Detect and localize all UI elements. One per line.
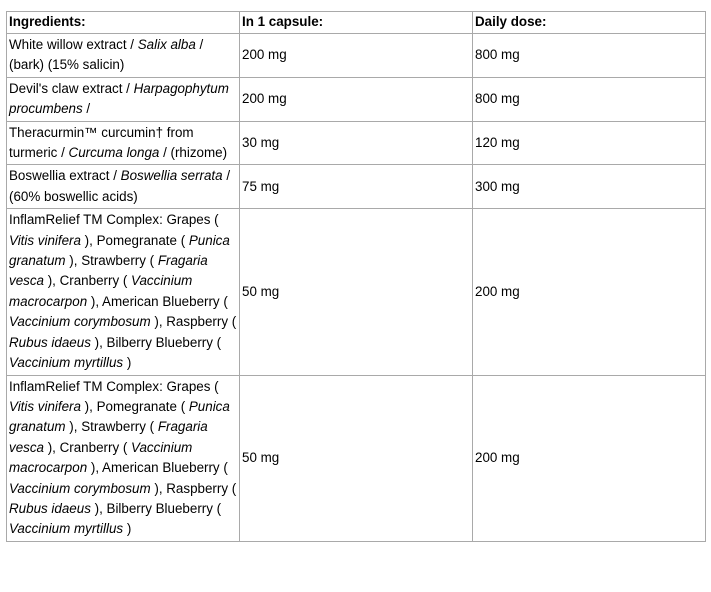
ingredient-text: / (60% boswellic acids) [9, 168, 231, 204]
ingredient-cell [7, 121, 240, 165]
ingredient-text: ), Pomegranate ( [80, 232, 189, 248]
ingredient-text: ), American Blueberry ( [87, 293, 228, 309]
ingredient-text: ), Strawberry ( [65, 419, 158, 435]
daily-cell: 120 mg [473, 121, 706, 165]
ingredient-text: ), Pomegranate ( [80, 398, 189, 414]
capsule-cell: 200 mg [240, 34, 473, 78]
ingredient-cell [7, 165, 240, 209]
daily-cell: 200 mg [473, 209, 706, 375]
ingredient-text: ), Cranberry ( [43, 273, 132, 289]
capsule-cell: 200 mg [240, 77, 473, 121]
table-row [7, 77, 706, 121]
ingredient-text: Devil's claw extract / [9, 80, 134, 96]
ingredients-table [6, 11, 706, 542]
ingredient-cell [7, 77, 240, 121]
ingredient-text: Theracurmin™ curcumin† from turmeric / [9, 124, 194, 161]
ingredient-latin: Harpagophytum procumbens [9, 80, 229, 117]
ingredient-latin: Punica granatum [9, 232, 230, 269]
ingredient-text: White willow extract / [9, 37, 138, 52]
ingredient-text: ), Bilberry Blueberry ( [90, 500, 222, 516]
ingredient-text: ), Raspberry ( [150, 314, 237, 330]
capsule-cell: 75 mg [240, 165, 473, 209]
ingredient-latin: Curcuma longa [68, 145, 160, 161]
ingredient-text: InflamRelief TM Complex: Grapes ( [9, 212, 219, 228]
ingredient-latin: Rubus idaeus [9, 334, 91, 350]
ingredient-latin: Punica granatum [9, 398, 230, 435]
ingredient-latin: Salix alba [137, 37, 196, 52]
ingredient-latin: Vaccinium corymbosum [9, 480, 151, 496]
ingredient-latin: Vaccinium corymbosum [9, 314, 151, 330]
ingredient-text: ), Strawberry ( [65, 253, 158, 269]
ingredient-text: / (bark) (15% salicin) [9, 37, 204, 73]
ingredient-cell [7, 209, 240, 375]
ingredient-text: ) [123, 355, 132, 371]
ingredient-cell [7, 34, 240, 78]
ingredient-text: ), American Blueberry ( [87, 460, 228, 476]
daily-cell: 300 mg [473, 165, 706, 209]
ingredient-latin: Vaccinium macrocarpon [9, 273, 193, 309]
ingredient-latin: Vitis vinifera [9, 398, 81, 414]
ingredient-text: ), Cranberry ( [43, 439, 132, 455]
table-row [7, 375, 706, 541]
ingredient-text: ), Raspberry ( [150, 480, 237, 496]
table-body [7, 34, 706, 542]
header-ingredients: Ingredients: [7, 12, 240, 34]
header-daily: Daily dose: [473, 12, 706, 34]
capsule-cell: 50 mg [240, 375, 473, 541]
capsule-cell: 50 mg [240, 209, 473, 375]
header-capsule: In 1 capsule: [240, 12, 473, 34]
daily-cell: 800 mg [473, 34, 706, 78]
ingredient-latin: Vaccinium myrtillus [9, 521, 124, 537]
table-row [7, 34, 706, 78]
header-row [7, 12, 706, 34]
ingredient-text: / (rhizome) [159, 145, 228, 161]
capsule-cell: 30 mg [240, 121, 473, 165]
daily-cell: 200 mg [473, 375, 706, 541]
ingredient-latin: Vaccinium macrocarpon [9, 439, 193, 476]
table-row [7, 121, 706, 165]
ingredient-text: Boswellia extract / [9, 168, 121, 184]
ingredient-text: ), Bilberry Blueberry ( [90, 334, 222, 350]
ingredient-text: ) [123, 521, 132, 537]
table-row [7, 165, 706, 209]
daily-cell: 800 mg [473, 77, 706, 121]
ingredient-latin: Fragaria vesca [9, 253, 208, 289]
ingredient-text: / [82, 101, 91, 117]
ingredient-latin: Vaccinium myrtillus [9, 355, 124, 371]
ingredient-latin: Rubus idaeus [9, 500, 91, 516]
ingredient-latin: Vitis vinifera [9, 232, 81, 248]
table-row [7, 209, 706, 375]
ingredient-cell [7, 375, 240, 541]
ingredient-latin: Boswellia serrata [120, 168, 223, 184]
ingredient-text: InflamRelief TM Complex: Grapes ( [9, 378, 219, 394]
ingredient-latin: Fragaria vesca [9, 419, 208, 455]
